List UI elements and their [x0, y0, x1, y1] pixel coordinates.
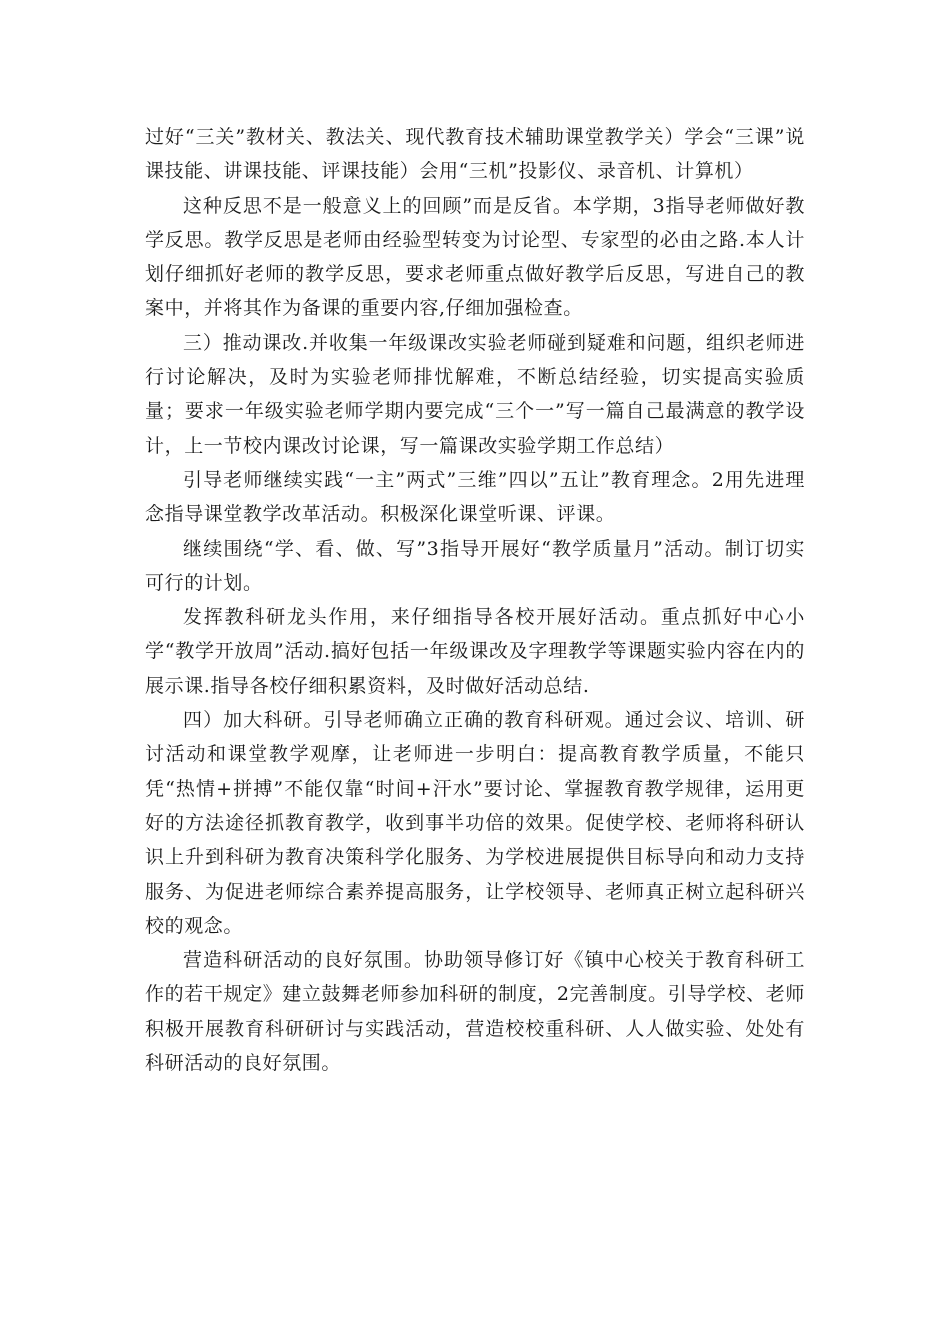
paragraph-promote-reform: 三）推动课改.并收集一年级课改实验老师碰到疑难和问题，组织老师进行讨论解决，及时为实验老师排忧解难，不断总结经验，切实提高实验质量；要求一年级实验老师学期内要完成“三个一”写一篇自己最满意的教学设计，上一节校内课改讨论课，写一篇课改实验学期工作总结） [145, 331, 805, 457]
paragraph-three-passes: 过好“三关”教材关、教法关、现代教育技术辅助课堂教学关）学会“三课”说课技能、讲课技能、评课技能）会用“三机”投影仪、录音机、计算机） [145, 126, 805, 183]
paragraph-research-leadership: 发挥教科研龙头作用，来仔细指导各校开展好活动。重点抓好中心小学“教学开放周”活动.搞好包括一年级课改及字理教学等课题实验内容在内的展示课.指导各校仔细积累资料，及时做好活动总结. [145, 606, 805, 697]
paragraph-teaching-reflection: 这种反思不是一般意义上的回顾”而是反省。本学期，3指导老师做好教学反思。教学反思是老师由经验型转变为讨论型、专家型的必由之路.本人计划仔细抓好老师的教学反思，要求老师重点做好教学后反思，写进自己的教案中，并将其作为备课的重要内容,仔细加强检查。 [145, 194, 805, 320]
paragraph-teaching-philosophy: 引导老师继续实践“一主”两式”三维”四以”五让”教育理念。2用先进理念指导课堂教学改革活动。积极深化课堂听课、评课。 [145, 468, 805, 526]
document-body [145, 120, 805, 1080]
paragraph-quality-month: 继续围绕“学、看、做、写”3指导开展好“教学质量月”活动。制订切实可行的计划。 [145, 537, 805, 594]
paragraph-research-atmosphere: 营造科研活动的良好氛围。协助领导修订好《镇中心校关于教育科研工作的若干规定》建立鼓舞老师参加科研的制度，2完善制度。引导学校、老师积极开展教育科研研讨与实践活动，营造校校重科研、人人做实验、处处有科研活动的良好氛围。 [145, 949, 805, 1075]
paragraph-strengthen-research: 四）加大科研。引导老师确立正确的教育科研观。通过会议、培训、研讨活动和课堂教学观摩，让老师进一步明白：提高教育教学质量，不能只凭“热情+拼搏”不能仅靠“时间+汗水”要讨论、掌握教育教学规律，运用更好的方法途径抓教育教学，收到事半功倍的效果。促使学校、老师将科研认识上升到科研为教育决策科学化服务、为学校进展提供目标导向和动力支持服务、为促进老师综合素养提高服务，让学校领导、老师真正树立起科研兴校的观念。 [145, 709, 805, 937]
